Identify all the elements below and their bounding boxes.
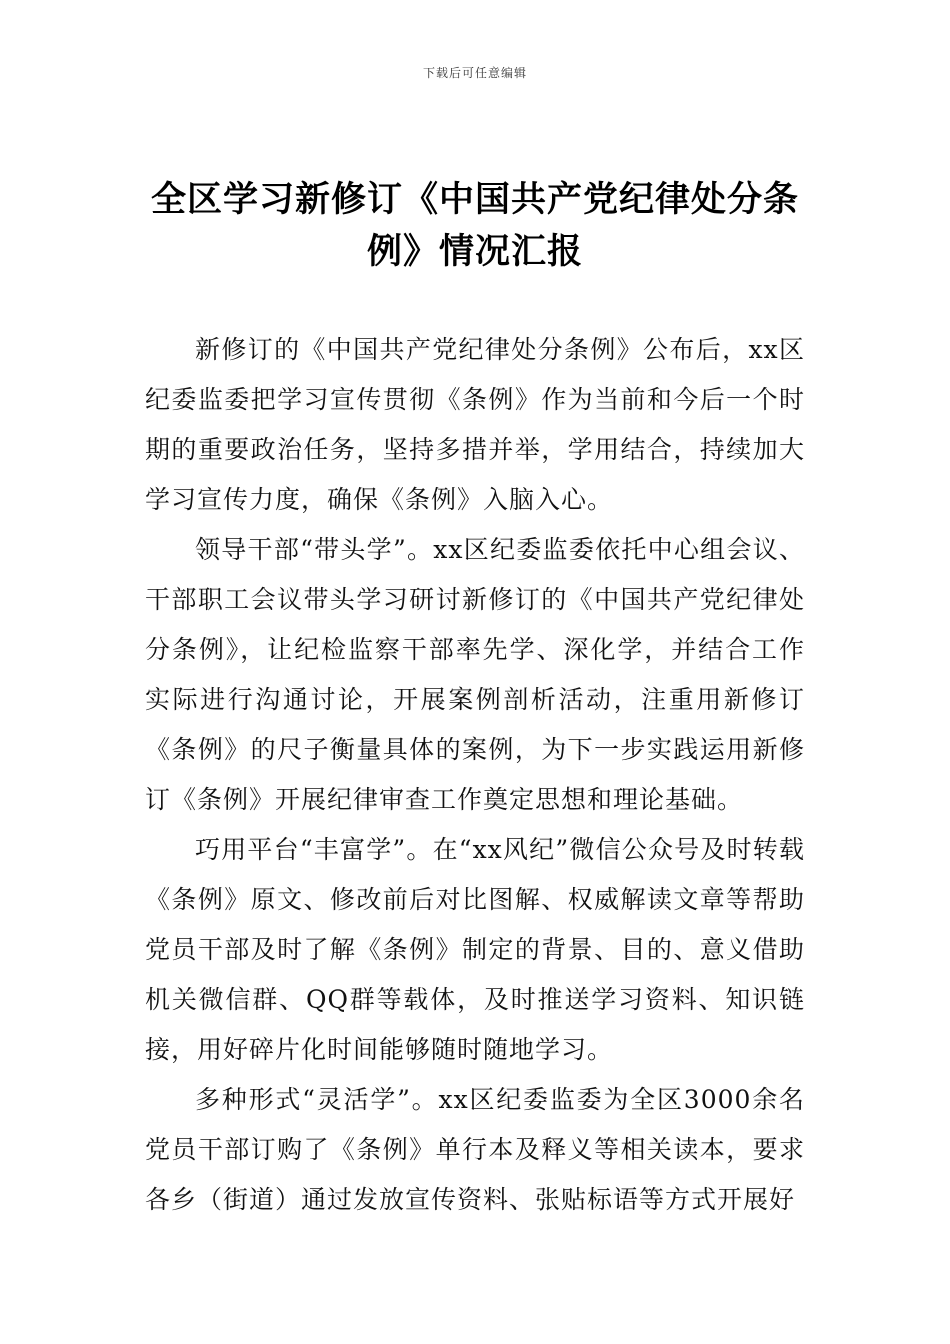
document-title: 全区学习新修订《中国共产党纪律处分条例》情况汇报 (150, 180, 799, 272)
paragraph-flexible-study: 多种形式“灵活学”。xx区纪委监委为全区3000余名党员干部订购了《条例》单行本及释义等相关读本，要求各乡（街道）通过发放宣传资料、张贴标语等方式开展好 (145, 1085, 805, 1214)
header-note: 下载后可任意编辑 (422, 66, 527, 80)
paragraph-leaders-study: 领导干部“带头学”。xx区纪委监委依托中心组会议、干部职工会议带头学习研讨新修订的《中国共产党纪律处分条例》，让纪检监察干部率先学、深化学，并结合工作实际进行沟通讨论，开展案例剖析活动，注重用新修订《条例》的尺子衡量具体的案例，为下一步实践运用新修订《条例》开展纪律审查工作奠定思想和理论基础。 (145, 535, 805, 814)
paragraph-intro: 新修订的《中国共产党纪律处分条例》公布后，xx区纪委监委把学习宣传贯彻《条例》作为当前和今后一个时期的重要政治任务，坚持多措并举，学用结合，持续加大学习宣传力度，确保《条例》入脑入心。 (145, 335, 805, 514)
document-body (145, 325, 805, 1225)
paragraph-platform-study: 巧用平台“丰富学”。在“xx风纪”微信公众号及时转载《条例》原文、修改前后对比图解、权威解读文章等帮助党员干部及时了解《条例》制定的背景、目的、意义借助机关微信群、QQ群等载体，及时推送学习资料、知识链接，用好碎片化时间能够随时随地学习。 (145, 835, 805, 1064)
